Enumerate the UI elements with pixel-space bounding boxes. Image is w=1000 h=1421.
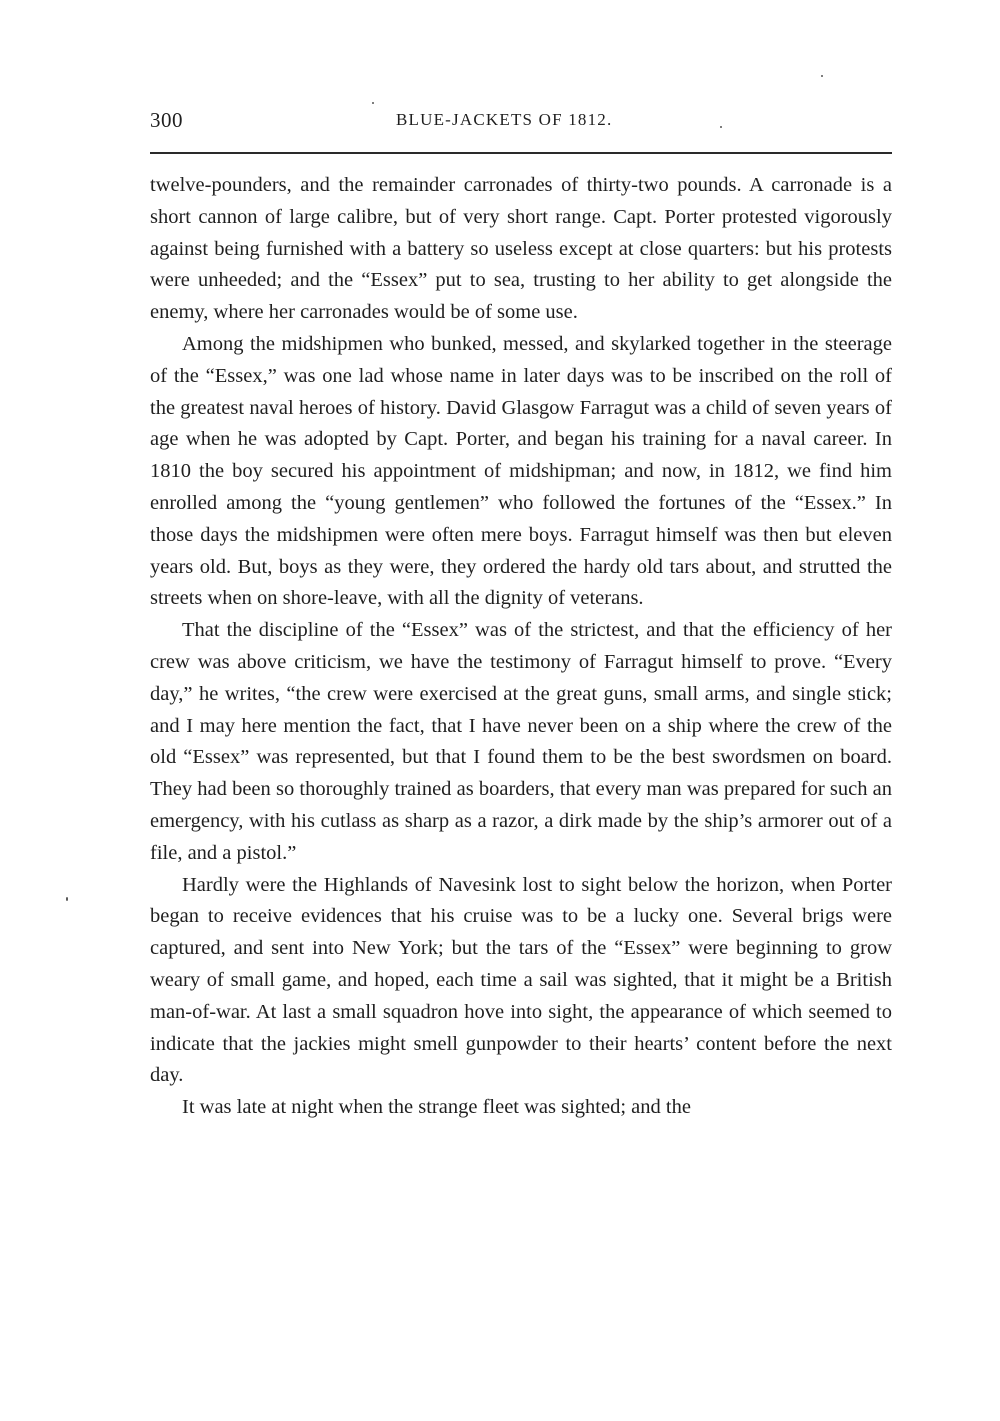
scan-speck [821,75,823,77]
paragraph-continued: twelve-pounders, and the remainder carronades of thirty-two pounds. A carronade is a short cannon of large calibre, but of very short range. Capt. Porter protested vigorously against being furnished with a battery so useless except at close quarters: but his protests were unheeded; and the “Essex” put to sea, trusting to her ability to get alongside the enemy, where her carronades would be of some use. [150,174,892,324]
scan-speck [66,897,68,901]
paragraph: Hardly were the Highlands of Navesink lost to sight below the horizon, when Porter began to receive evidences that his cruise was to be a lucky one. Several brigs were captured, and sent into New York; but the tars of the “Essex” were beginning to grow weary of small game, and hoped, each time a sail was sighted, that it might be a British man-of-war. At last a small squadron hove into sight, the appearance of which seemed to indicate that the jackies might smell gunpowder to their hearts’ content before the next day. [150,873,892,1087]
header-rule [150,152,892,154]
paragraph: It was late at night when the strange fleet was sighted; and the [182,1096,691,1119]
page-number: 300 [150,108,183,132]
running-title: BLUE-JACKETS OF 1812. [396,110,613,129]
paragraph: That the discipline of the “Essex” was of the strictest, and that the efficiency of her crew was above criticism, we have the testimony of Farragut himself to prove. “Every day,” he writes, “the crew were exercised at the great guns, small arms, and single stick; and I may here mention the fact, that I have never been on a ship where the crew of the old “Essex” was represented, but that I found them to be the best swordsmen on board. They had been so thoroughly trained as boarders, that every man was prepared for such an emergency, with his cutlass as sharp as a razor, a dirk made by the ship’s armorer out of a file, and a pistol.” [150,619,892,864]
body-text [150,170,892,1124]
paragraph: Among the midshipmen who bunked, messed, and skylarked together in the steerage of the “Essex,” was one lad whose name in later days was to be inscribed on the roll of the greatest naval heroes of history. David Glasgow Farragut was a child of seven years of age when he was adopted by Capt. Porter, and began his training for a naval career. In 1810 the boy secured his appointment of midshipman; and now, in 1812, we find him enrolled among the “young gentlemen” who followed the fortunes of the “Essex.” In those days the midshipmen were often mere boys. Farragut himself was then but eleven years old. But, boys as they were, they ordered the hardy old tars about, and strutted the streets when on shore-leave, with all the dignity of veterans. [150,332,892,610]
running-head [150,108,892,138]
scan-speck [720,126,722,128]
scan-speck [372,102,374,104]
